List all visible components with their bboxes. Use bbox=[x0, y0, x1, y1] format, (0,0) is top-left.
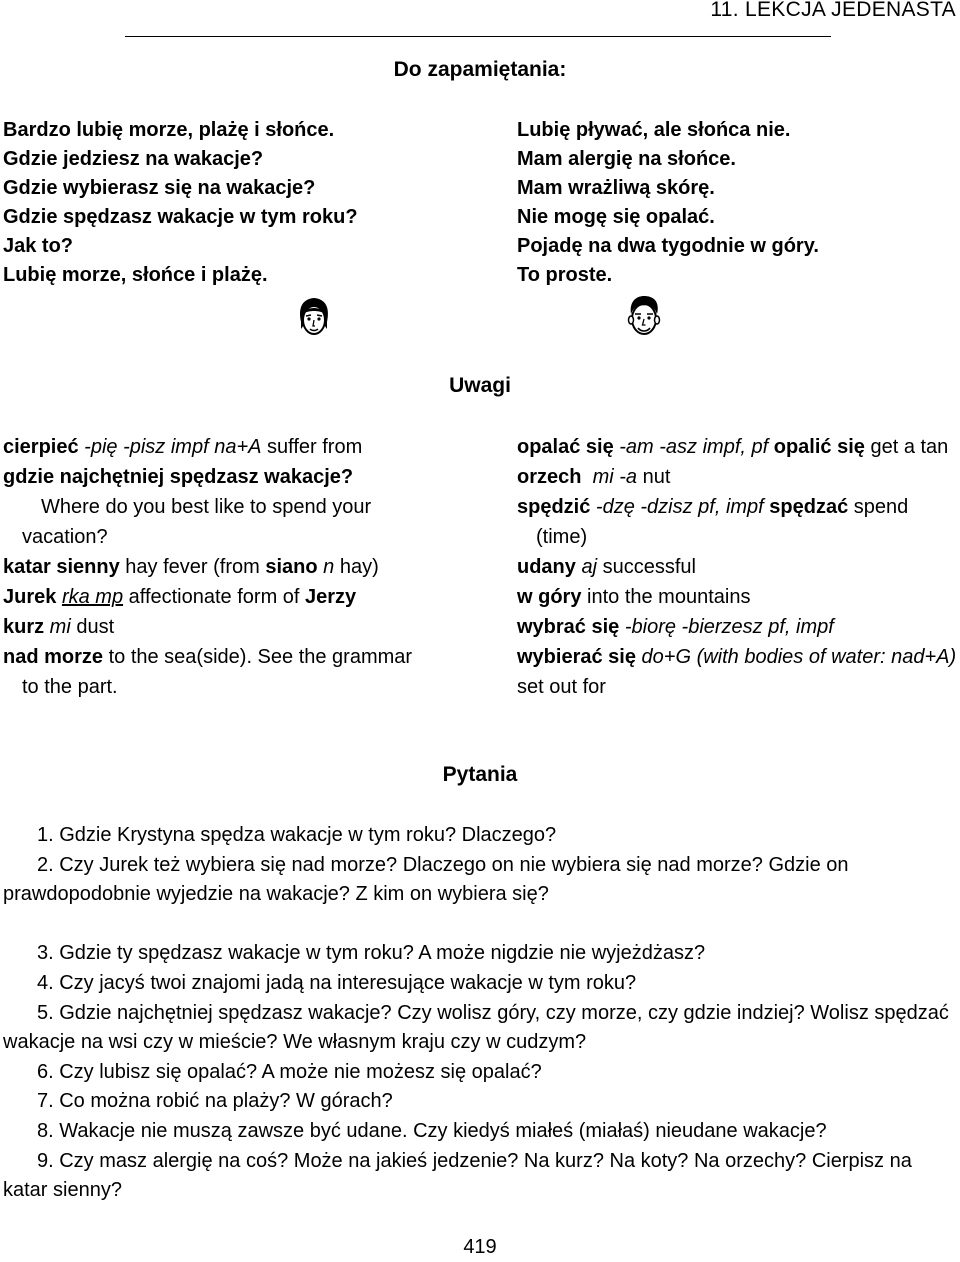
woman-face-icon bbox=[296, 296, 332, 340]
note-gloss: nut bbox=[637, 466, 671, 488]
phrase: Bardzo lubię morze, plażę i słońce. bbox=[3, 119, 335, 141]
note-forms: aj bbox=[575, 556, 598, 578]
note-forms: rka mp bbox=[61, 586, 124, 608]
note-term: gdzie najchętniej spędzasz wakacje? bbox=[3, 466, 354, 488]
note-term: udany bbox=[517, 556, 576, 578]
question: 7. Co można robić na plaży? W górach? bbox=[37, 1090, 393, 1113]
note-term: wybierać się bbox=[517, 646, 636, 668]
phrase: Lubię morze, słońce i plażę. bbox=[3, 264, 268, 286]
note-forms: -biorę -bierzesz pf, impf bbox=[619, 616, 834, 638]
question: 8. Wakacje nie muszą zawsze być udane. Czy kiedyś miałeś (miałaś) nieudane wakacje? bbox=[37, 1119, 827, 1142]
header-rule bbox=[125, 36, 831, 37]
question: 6. Czy lubisz się opalać? A może nie możesz się opalać? bbox=[37, 1060, 542, 1083]
note-forms: -dzę -dzisz pf, impf bbox=[590, 496, 770, 518]
phrase: Jak to? bbox=[3, 235, 74, 257]
note-forms: mi bbox=[44, 616, 71, 638]
note-gloss: hay) bbox=[334, 556, 379, 578]
note-entry bbox=[517, 462, 957, 492]
note-entry bbox=[517, 612, 957, 702]
note-gloss: into the mountains bbox=[581, 586, 751, 608]
note-forms: mi -a bbox=[581, 466, 638, 488]
note-term: kurz bbox=[3, 616, 45, 638]
question: 3. Gdzie ty spędzasz wakacje w tym roku? A może nigdzie nie wyjeżdżasz? bbox=[37, 942, 706, 965]
phrase: Nie mogę się opalać. bbox=[517, 206, 715, 228]
question: 2. Czy Jurek też wybiera się nad morze? Dlaczego on nie wybiera się nad morze? Gdzie on prawdopodobnie wyjedzie na wakacje? Z kim on wybiera się? bbox=[3, 853, 849, 906]
note-term: spędzić bbox=[517, 496, 591, 518]
note-term: wybrać się bbox=[517, 616, 620, 638]
note-gloss: affectionate form of bbox=[123, 586, 306, 608]
note-term: nad morze bbox=[3, 646, 104, 668]
remember-heading: Do zapamiętania: bbox=[393, 58, 567, 81]
note-entry bbox=[517, 552, 957, 582]
phrase: Gdzie spędzasz wakacje w tym roku? bbox=[3, 206, 358, 228]
note-gloss: get a tan bbox=[864, 436, 949, 458]
notes-left bbox=[3, 432, 433, 702]
note-term: orzech bbox=[517, 466, 582, 488]
note-entry bbox=[3, 432, 433, 462]
note-term: Jurek bbox=[3, 586, 57, 608]
phrase: To proste. bbox=[517, 264, 613, 286]
note-gloss: hay fever (from bbox=[119, 556, 266, 578]
notes-right bbox=[517, 432, 957, 702]
phrase: Lubię pływać, ale słońca nie. bbox=[517, 119, 791, 141]
note-gloss: successful bbox=[597, 556, 696, 578]
note-gloss: set out for bbox=[517, 676, 606, 698]
note-gloss: suffer from bbox=[261, 436, 363, 458]
chapter-title: 11. LEKCJA JEDENASTA bbox=[710, 0, 956, 21]
note-entry bbox=[3, 582, 433, 612]
question: 9. Czy masz alergię na coś? Może na jakieś jedzenie? Na kurz? Na koty? Na orzechy? Cierpisz na katar sienny? bbox=[3, 1149, 912, 1202]
note-forms: n bbox=[317, 556, 335, 578]
note-term: opalić się bbox=[773, 436, 865, 458]
questions-heading: Pytania bbox=[442, 763, 518, 786]
question: 5. Gdzie najchętniej spędzasz wakacje? Czy wolisz góry, czy morze, czy gdzie indziej? Wolisz spędzać wakacje na wsi czy w mieście? We własnym kraju czy w cudzym? bbox=[3, 1001, 949, 1054]
note-term: siano bbox=[265, 556, 318, 578]
questions-list bbox=[3, 821, 958, 1206]
note-entry bbox=[517, 432, 957, 462]
note-gloss: to the sea(side). See the grammar to the part. bbox=[22, 646, 413, 698]
phrase: Mam wrażliwą skórę. bbox=[517, 177, 715, 199]
note-forms: do+G (with bodies of water: nad+A) bbox=[635, 646, 957, 668]
note-entry bbox=[517, 492, 957, 552]
phrases-left bbox=[3, 116, 358, 290]
spacer bbox=[3, 910, 958, 940]
note-term: opalać się bbox=[517, 436, 614, 458]
note-term: cierpieć bbox=[3, 436, 79, 458]
note-gloss: Where do you best like to spend your vacation? bbox=[22, 496, 372, 548]
note-forms: -am -asz impf, pf bbox=[613, 436, 774, 458]
note-entry bbox=[517, 582, 957, 612]
question: 4. Czy jacyś twoi znajomi jadą na interesujące wakacje w tym roku? bbox=[37, 971, 637, 994]
note-entry bbox=[3, 462, 433, 552]
note-forms: -pię -pisz impf na+A bbox=[78, 436, 262, 458]
phrase: Gdzie jedziesz na wakacje? bbox=[3, 148, 264, 170]
note-term: spędzać bbox=[769, 496, 849, 518]
note-term: katar sienny bbox=[3, 556, 120, 578]
note-term: w góry bbox=[517, 586, 582, 608]
note-term: Jerzy bbox=[305, 586, 357, 608]
note-entry bbox=[3, 552, 433, 582]
notes-heading: Uwagi bbox=[449, 374, 511, 397]
phrase: Pojadę na dwa tygodnie w góry. bbox=[517, 235, 819, 257]
phrase: Mam alergię na słońce. bbox=[517, 148, 736, 170]
man-face-icon bbox=[624, 294, 664, 340]
question: 1. Gdzie Krystyna spędza wakacje w tym roku? Dlaczego? bbox=[37, 824, 557, 846]
note-entry bbox=[3, 612, 433, 642]
page-number: 419 bbox=[463, 1236, 497, 1258]
phrases-right bbox=[517, 116, 819, 290]
note-gloss: spend (time) bbox=[536, 496, 909, 548]
note-entry bbox=[3, 642, 433, 702]
phrase: Gdzie wybierasz się na wakacje? bbox=[3, 177, 316, 199]
note-gloss: dust bbox=[70, 616, 115, 638]
